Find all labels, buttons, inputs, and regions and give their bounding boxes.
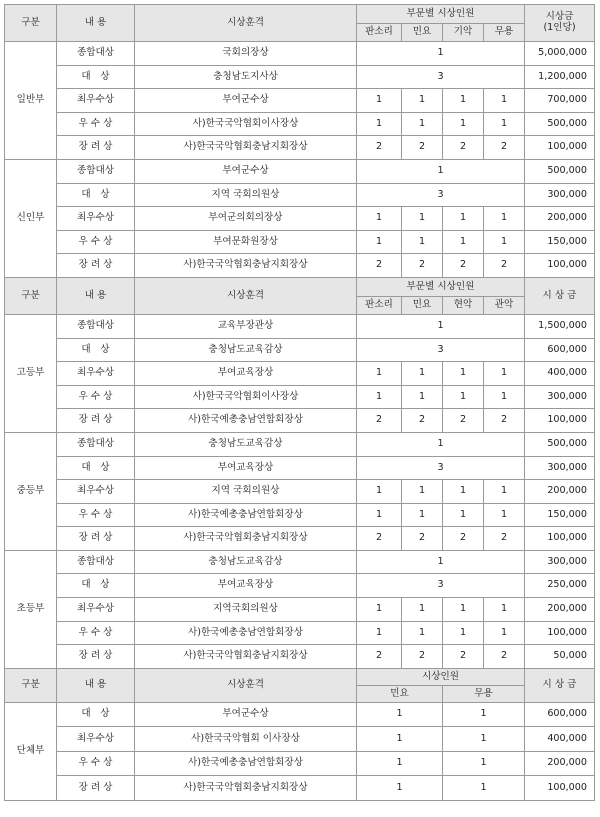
prize-amount: 100,000 <box>525 409 595 433</box>
award-table <box>4 4 595 801</box>
award-level: 최우수상 <box>57 207 135 231</box>
header-category-col: 현악 <box>443 296 484 314</box>
winner-count: 1 <box>484 207 525 231</box>
winner-count: 1 <box>484 230 525 254</box>
prize-amount: 500,000 <box>525 432 595 456</box>
award-level: 대 상 <box>57 183 135 207</box>
header-row <box>5 5 595 24</box>
winner-count: 1 <box>484 385 525 409</box>
header-category-col: 판소리 <box>357 24 402 42</box>
table-row <box>5 503 595 527</box>
winner-count: 1 <box>402 89 443 113</box>
header-prize <box>525 277 595 314</box>
winner-count: 1 <box>443 776 525 801</box>
prize-amount: 100,000 <box>525 776 595 801</box>
award-name: 충청남도교육감상 <box>135 550 357 574</box>
table-row <box>5 598 595 622</box>
table-row <box>5 527 595 551</box>
award-level: 장 려 상 <box>57 776 135 801</box>
header-category-group: 부문별 시상인원 <box>357 5 525 24</box>
header-prize <box>525 5 595 42</box>
prize-amount: 150,000 <box>525 503 595 527</box>
award-level: 우 수 상 <box>57 230 135 254</box>
winner-count: 1 <box>402 385 443 409</box>
winner-count: 1 <box>443 751 525 776</box>
prize-amount: 300,000 <box>525 385 595 409</box>
winner-count: 2 <box>443 527 484 551</box>
award-name: 부여군수상 <box>135 89 357 113</box>
table-row <box>5 385 595 409</box>
table-row <box>5 159 595 183</box>
table-row <box>5 621 595 645</box>
header-row <box>5 277 595 296</box>
winner-count: 2 <box>357 136 402 160</box>
winner-count-merged: 3 <box>357 456 525 480</box>
award-level: 최우수상 <box>57 480 135 504</box>
winner-count: 1 <box>484 503 525 527</box>
division-name: 신인부 <box>5 159 57 277</box>
header-category-col: 관악 <box>484 296 525 314</box>
award-table-body <box>5 5 595 801</box>
award-name: 사)한국예총충남연합회장상 <box>135 751 357 776</box>
header-division: 구분 <box>5 668 57 702</box>
award-name: 충청남도교육감상 <box>135 432 357 456</box>
winner-count: 2 <box>402 645 443 669</box>
award-level: 우 수 상 <box>57 751 135 776</box>
division-name: 초등부 <box>5 550 57 668</box>
header-division: 구분 <box>5 277 57 314</box>
winner-count-merged: 3 <box>357 65 525 89</box>
award-level: 종합대상 <box>57 550 135 574</box>
award-level: 우 수 상 <box>57 112 135 136</box>
winner-count: 1 <box>357 385 402 409</box>
table-row <box>5 136 595 160</box>
award-name: 사)한국예총충남연합회장상 <box>135 503 357 527</box>
winner-count: 2 <box>484 527 525 551</box>
award-level: 장 려 상 <box>57 136 135 160</box>
winner-count-merged: 1 <box>357 314 525 338</box>
header-award: 시상훈격 <box>135 668 357 702</box>
winner-count-merged: 3 <box>357 574 525 598</box>
header-category-col: 민요 <box>402 296 443 314</box>
award-name: 사)한국국악협회충남지회장상 <box>135 776 357 801</box>
table-row <box>5 432 595 456</box>
header-prize: 시 상 금 <box>525 668 595 702</box>
prize-amount: 700,000 <box>525 89 595 113</box>
winner-count: 1 <box>357 503 402 527</box>
prize-amount: 200,000 <box>525 207 595 231</box>
table-row <box>5 727 595 752</box>
winner-count: 1 <box>357 598 402 622</box>
award-level: 최우수상 <box>57 89 135 113</box>
award-level: 장 려 상 <box>57 527 135 551</box>
winner-count: 1 <box>484 621 525 645</box>
header-category-col: 판소리 <box>357 296 402 314</box>
header-category-group: 부문별 시상인원 <box>357 277 525 296</box>
winner-count-merged: 1 <box>357 42 525 66</box>
winner-count: 1 <box>402 230 443 254</box>
winner-count: 2 <box>357 527 402 551</box>
award-name: 국회의장상 <box>135 42 357 66</box>
winner-count: 1 <box>357 362 402 386</box>
winner-count: 1 <box>402 621 443 645</box>
award-name: 충청남도교육감상 <box>135 338 357 362</box>
winner-count: 2 <box>357 409 402 433</box>
prize-amount: 500,000 <box>525 159 595 183</box>
prize-amount: 200,000 <box>525 598 595 622</box>
award-level: 우 수 상 <box>57 621 135 645</box>
header-award: 시상훈격 <box>135 277 357 314</box>
award-level: 우 수 상 <box>57 385 135 409</box>
winner-count: 2 <box>484 645 525 669</box>
award-name: 교육부장관상 <box>135 314 357 338</box>
award-level: 최우수상 <box>57 362 135 386</box>
prize-amount: 50,000 <box>525 645 595 669</box>
table-row <box>5 89 595 113</box>
winner-count: 2 <box>402 527 443 551</box>
winner-count: 1 <box>357 89 402 113</box>
header-category-col: 무용 <box>443 685 525 702</box>
header-content: 내 용 <box>57 5 135 42</box>
winner-count: 1 <box>443 503 484 527</box>
division-name: 고등부 <box>5 314 57 432</box>
prize-amount: 1,500,000 <box>525 314 595 338</box>
award-name: 사)한국국악협회이사장상 <box>135 385 357 409</box>
winner-count: 1 <box>484 362 525 386</box>
winner-count: 1 <box>443 112 484 136</box>
prize-amount: 100,000 <box>525 136 595 160</box>
award-level: 대 상 <box>57 338 135 362</box>
header-division: 구분 <box>5 5 57 42</box>
award-name: 사)한국예총충남연합회장상 <box>135 409 357 433</box>
prize-amount: 250,000 <box>525 574 595 598</box>
header-prize-label: 시상금 <box>545 11 574 23</box>
winner-count: 1 <box>443 621 484 645</box>
winner-count: 1 <box>402 207 443 231</box>
header-category-col: 기악 <box>443 24 484 42</box>
winner-count: 2 <box>402 136 443 160</box>
award-level: 종합대상 <box>57 42 135 66</box>
table-row <box>5 42 595 66</box>
award-name: 사)한국국악협회충남지회장상 <box>135 136 357 160</box>
prize-amount: 100,000 <box>525 527 595 551</box>
table-row <box>5 230 595 254</box>
winner-count: 1 <box>402 362 443 386</box>
award-name: 사)한국국악협회이사장상 <box>135 112 357 136</box>
winner-count-merged: 1 <box>357 159 525 183</box>
prize-amount: 500,000 <box>525 112 595 136</box>
winner-count: 1 <box>402 598 443 622</box>
award-name: 사)한국국악협회 이사장상 <box>135 727 357 752</box>
award-name: 지역국회의원상 <box>135 598 357 622</box>
winner-count: 1 <box>484 112 525 136</box>
prize-amount: 100,000 <box>525 254 595 278</box>
prize-amount: 400,000 <box>525 362 595 386</box>
table-row <box>5 409 595 433</box>
table-row <box>5 645 595 669</box>
winner-count: 1 <box>443 598 484 622</box>
award-name: 부여교육장상 <box>135 456 357 480</box>
table-row <box>5 314 595 338</box>
winner-count: 1 <box>443 362 484 386</box>
award-name: 사)한국국악협회충남지회장상 <box>135 645 357 669</box>
winner-count: 2 <box>402 409 443 433</box>
table-row <box>5 702 595 727</box>
header-award: 시상훈격 <box>135 5 357 42</box>
header-category-col: 무용 <box>484 24 525 42</box>
table-row <box>5 112 595 136</box>
prize-amount: 400,000 <box>525 727 595 752</box>
winner-count: 1 <box>484 89 525 113</box>
award-schedule <box>4 4 594 801</box>
winner-count: 1 <box>357 112 402 136</box>
winner-count: 1 <box>402 480 443 504</box>
winner-count: 2 <box>357 254 402 278</box>
award-name: 사)한국예총충남연합회장상 <box>135 621 357 645</box>
award-name: 지역 국회의원상 <box>135 183 357 207</box>
division-name: 일반부 <box>5 42 57 160</box>
table-row <box>5 480 595 504</box>
prize-amount: 5,000,000 <box>525 42 595 66</box>
table-row <box>5 776 595 801</box>
table-row <box>5 207 595 231</box>
winner-count: 1 <box>443 89 484 113</box>
table-row <box>5 751 595 776</box>
winner-count: 2 <box>484 136 525 160</box>
award-level: 대 상 <box>57 574 135 598</box>
prize-amount: 200,000 <box>525 751 595 776</box>
winner-count: 1 <box>443 207 484 231</box>
winner-count: 1 <box>443 230 484 254</box>
table-row <box>5 456 595 480</box>
table-row <box>5 183 595 207</box>
winner-count: 2 <box>484 409 525 433</box>
winner-count-merged: 3 <box>357 338 525 362</box>
award-name: 부여군수상 <box>135 159 357 183</box>
winner-count: 1 <box>402 503 443 527</box>
award-level: 장 려 상 <box>57 645 135 669</box>
winner-count: 2 <box>357 645 402 669</box>
award-level: 장 려 상 <box>57 409 135 433</box>
winner-count-merged: 3 <box>357 183 525 207</box>
winner-count: 1 <box>484 598 525 622</box>
table-row <box>5 254 595 278</box>
prize-amount: 100,000 <box>525 621 595 645</box>
header-content: 내 용 <box>57 668 135 702</box>
award-name: 부여교육장상 <box>135 362 357 386</box>
award-level: 종합대상 <box>57 159 135 183</box>
prize-amount: 600,000 <box>525 338 595 362</box>
award-level: 대 상 <box>57 456 135 480</box>
winner-count: 1 <box>357 207 402 231</box>
award-level: 최우수상 <box>57 727 135 752</box>
award-level: 최우수상 <box>57 598 135 622</box>
award-name: 지역 국회의원상 <box>135 480 357 504</box>
header-category-col: 민요 <box>402 24 443 42</box>
prize-amount: 300,000 <box>525 456 595 480</box>
award-name: 부여군의회의장상 <box>135 207 357 231</box>
winner-count: 1 <box>357 230 402 254</box>
header-category-col: 민요 <box>357 685 443 702</box>
winner-count: 2 <box>443 409 484 433</box>
division-name: 단체부 <box>5 702 57 800</box>
winner-count: 1 <box>443 480 484 504</box>
winner-count: 1 <box>357 776 443 801</box>
winner-count: 1 <box>443 727 525 752</box>
award-name: 충청남도지사상 <box>135 65 357 89</box>
winner-count: 2 <box>443 254 484 278</box>
award-name: 부여교육장상 <box>135 574 357 598</box>
award-level: 대 상 <box>57 702 135 727</box>
award-level: 우 수 상 <box>57 503 135 527</box>
winner-count: 2 <box>443 645 484 669</box>
prize-amount: 600,000 <box>525 702 595 727</box>
winner-count: 1 <box>357 480 402 504</box>
table-row <box>5 574 595 598</box>
winner-count-merged: 1 <box>357 432 525 456</box>
winner-count: 2 <box>484 254 525 278</box>
division-name: 중등부 <box>5 432 57 550</box>
winner-count: 1 <box>357 751 443 776</box>
prize-amount: 300,000 <box>525 550 595 574</box>
prize-amount: 300,000 <box>525 183 595 207</box>
prize-amount: 200,000 <box>525 480 595 504</box>
header-prize-label: 시 상 금 <box>542 289 577 301</box>
winner-count: 1 <box>402 112 443 136</box>
table-row <box>5 65 595 89</box>
prize-amount: 1,200,000 <box>525 65 595 89</box>
winner-count: 2 <box>402 254 443 278</box>
header-row <box>5 668 595 685</box>
award-level: 종합대상 <box>57 314 135 338</box>
award-name: 부여문화원장상 <box>135 230 357 254</box>
winner-count: 1 <box>357 621 402 645</box>
award-level: 대 상 <box>57 65 135 89</box>
award-name: 사)한국국악협회충남지회장상 <box>135 527 357 551</box>
prize-amount: 150,000 <box>525 230 595 254</box>
award-level: 종합대상 <box>57 432 135 456</box>
table-row <box>5 550 595 574</box>
winner-count: 1 <box>357 727 443 752</box>
header-category-group: 시상인원 <box>357 668 525 685</box>
winner-count: 1 <box>443 702 525 727</box>
award-name: 사)한국국악협회충남지회장상 <box>135 254 357 278</box>
header-prize-sub: (1인당) <box>543 22 576 33</box>
winner-count: 1 <box>484 480 525 504</box>
winner-count: 2 <box>443 136 484 160</box>
award-level: 장 려 상 <box>57 254 135 278</box>
winner-count: 1 <box>357 702 443 727</box>
winner-count-merged: 1 <box>357 550 525 574</box>
table-row <box>5 338 595 362</box>
winner-count: 1 <box>443 385 484 409</box>
award-name: 부여군수상 <box>135 702 357 727</box>
table-row <box>5 362 595 386</box>
header-content: 내 용 <box>57 277 135 314</box>
